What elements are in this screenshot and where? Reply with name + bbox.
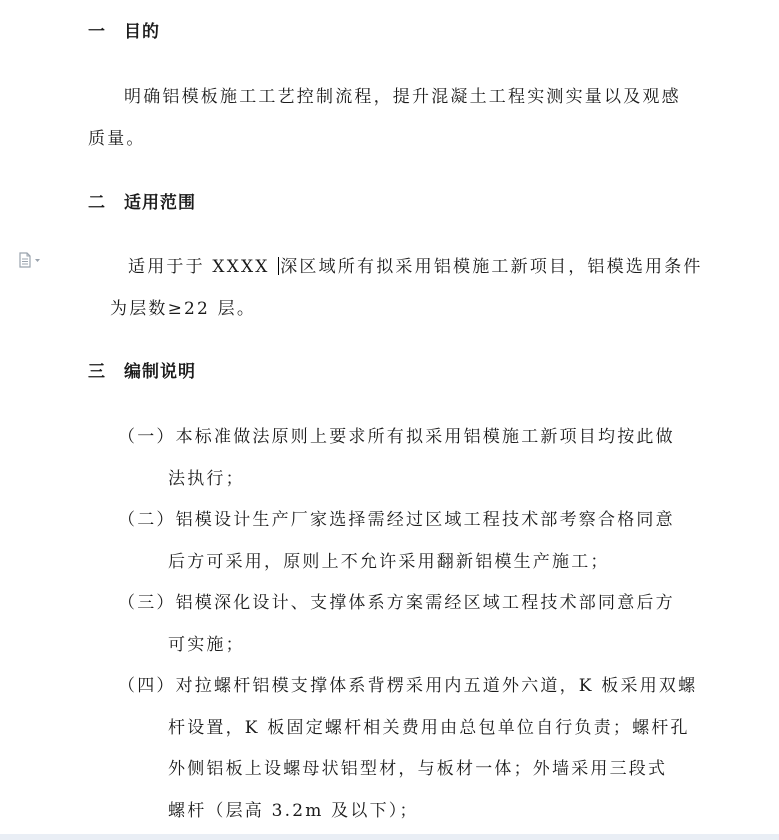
item-text: 铝模深化设计、支撑体系方案需经区域工程技术部同意后方 <box>175 593 675 613</box>
list-item[interactable] <box>118 505 675 530</box>
section-title: 适用范围 <box>124 193 196 213</box>
section-heading-1 <box>88 17 160 42</box>
item-label: （二） <box>118 510 176 530</box>
paragraph-line[interactable]: 明确铝模板施工工艺控制流程，提升混凝土工程实测实量以及观感 <box>124 87 681 107</box>
list-item-continuation[interactable]: 杆设置，K 板固定螺杆相关费用由总包单位自行负责；螺杆孔 <box>168 718 690 738</box>
document-icon[interactable] <box>18 252 44 268</box>
list-item[interactable] <box>118 422 675 447</box>
item-label: （一） <box>118 427 176 447</box>
paragraph-line[interactable]: 质量。 <box>88 129 146 149</box>
item-text: 铝模设计生产厂家选择需经过区域工程技术部考察合格同意 <box>175 510 675 530</box>
paragraph-text: 适用于于 XXXX <box>128 257 278 277</box>
item-text: 对拉螺杆铝模支撑体系背楞采用内五道外六道，K 板采用双螺 <box>175 676 698 696</box>
list-item[interactable] <box>118 671 697 696</box>
list-item[interactable] <box>118 588 675 613</box>
section-heading-2 <box>88 188 196 213</box>
paragraph-text: 深区域所有拟采用铝模施工新项目，铝模选用条件 <box>280 257 703 277</box>
list-item-continuation[interactable]: 后方可采用，原则上不允许采用翻新铝模生产施工； <box>168 552 610 572</box>
list-item-continuation[interactable]: 螺杆（层高 3.2m 及以下）； <box>168 801 419 821</box>
list-item-continuation[interactable]: 法执行； <box>168 469 245 489</box>
section-number: 三 <box>88 362 106 382</box>
page-bottom-edge <box>0 834 779 840</box>
section-title: 目的 <box>124 22 160 42</box>
section-number: 一 <box>88 22 106 42</box>
item-label: （三） <box>118 593 176 613</box>
section-heading-3 <box>88 357 196 382</box>
list-item-continuation[interactable]: 外侧铝板上设螺母状铝型材，与板材一体；外墙采用三段式 <box>168 759 668 779</box>
section-title: 编制说明 <box>124 362 196 382</box>
item-text: 本标准做法原则上要求所有拟采用铝模施工新项目均按此做 <box>175 427 675 447</box>
paragraph-line[interactable]: 为层数≥22 层。 <box>110 299 257 319</box>
section-number: 二 <box>88 193 106 213</box>
paragraph-line[interactable] <box>128 252 703 277</box>
item-label: （四） <box>118 676 176 696</box>
list-item-continuation[interactable]: 可实施； <box>168 635 245 655</box>
